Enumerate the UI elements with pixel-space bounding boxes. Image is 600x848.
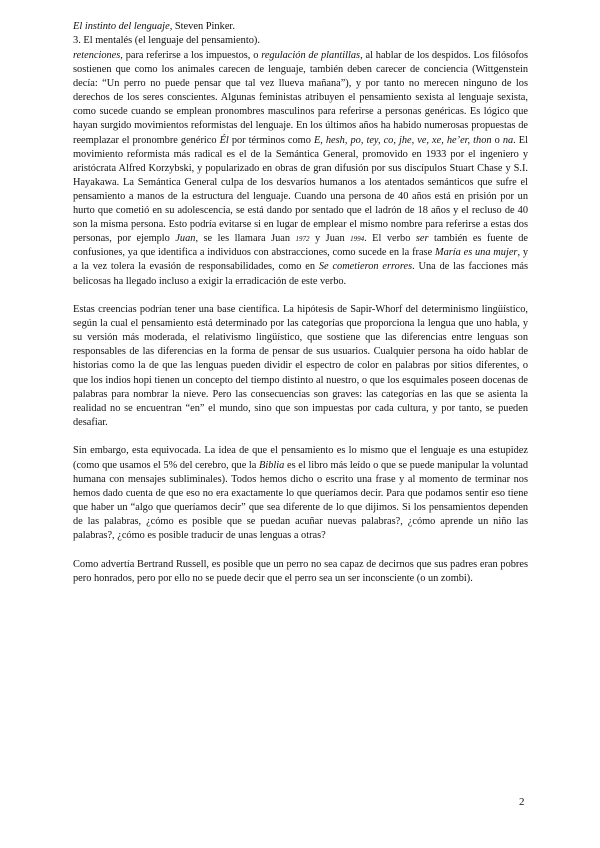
paragraph-2: Estas creencias podrían tener una base científica. La hipótesis de Sapir-Whorf del determinismo lingüístico, según la cual el pensamiento está determinado por las categorías que proporciona la lengua que uno habla, y su versión más moderada, el relativismo lingüístico, que sostiene que las diferencias entre lenguas son responsables de las diferencias en la forma de pensar de sus usuarios. Cualquier persona ha oído hablar de historias como la de que las lenguas pueden dividir el espectro de color en palabras por sitios diferentes, o que los indios hopi tienen un concepto del tiempo distinto al nuestro, o que los esquimales poseen docenas de palabras para nombrar la nieve. Pero las consecuencias son graves: las categorías en las que se asienta la realidad no se encuentran “en” el mundo, sino que son impuestas por cada cultura, y por tanto, se pueden desafiar. — [73, 304, 528, 428]
paragraph-4: Como advertía Bertrand Russell, es posible que un perro no sea capaz de decirnos que sus padres eran pobres pero honrados, pero por ello no se puede decir que el perro sea un ser inconsciente (o un zombi). — [73, 558, 528, 584]
paragraph-1 — [73, 49, 528, 289]
emphasis-maria: María es una mujer — [434, 247, 518, 259]
book-title: El instinto del lenguaje — [73, 21, 170, 32]
paragraph-1-text-i: también es fuente de confusiones, ya que identifica a individuos con abstracciones, como sucede en la frase — [73, 233, 529, 259]
paragraph-1-text-h: . El verbo — [364, 233, 416, 245]
paragraph-1-text-e: . El movimiento reformista más radical es el de la Semántica General, promovido en 1933 por el ingeniero y aristócrata Alfred Korzybski, y popularizado en obras de gran difusión por sus discípulos Stuart Chase y S.I. Hayakawa. La Semántica General culpa de los desvaríos humanos a los atentados semánticos que sufre el pensamiento a manos de la estructura del lenguaje. Cuando una persona de 40 años está en prisión por un hurto que cometió en su adolescencia, se está dando por sentado que el ladrón de 18 años y el recluso de 40 son la misma persona. Esto podría evitarse si en lugar de emplear el mismo nombre para referirse a estas dos personas, por ejemplo — [73, 134, 528, 245]
paragraph-1-text-g: y Juan — [309, 233, 351, 245]
emphasis-regulacion: regulación de plantillas — [261, 50, 361, 61]
paragraph-1-text-f: , se les llamara Juan — [195, 233, 296, 245]
emphasis-na: na — [502, 134, 514, 146]
emphasis-biblia: Biblia — [259, 459, 285, 471]
book-author: , Steven Pinker. — [169, 21, 235, 32]
chapter-title: 3. El mentalés (el lenguaje del pensamiento). — [73, 35, 260, 46]
page-number: 2 — [519, 796, 525, 808]
paragraph-1-text-c: por términos como — [228, 134, 314, 146]
paragraph-1-text-k: . Una de las facciones más belicosas ha llegado incluso a exigir la erradicación de este verbo. — [73, 261, 528, 287]
emphasis-retenciones: retenciones — [73, 50, 121, 61]
subscript-1972: 1972 — [295, 235, 310, 244]
emphasis-errores: Se cometieron errores — [318, 261, 413, 273]
paragraph-1-text-j: , y a la vez tolera la evasión de responsabilidades, como en — [73, 247, 528, 273]
paragraph-1-text-b: , al hablar de los despidos. Los filósofos sostienen que como los animales carecen de lenguaje, también deben carecer de conciencia (Wittgenstein decía: “Un perro no puede pensar que tal vez llueva mañana”), y por tanto no merecen ninguno de los derechos de los seres conscientes. Algunas feministas atribuyen el pensamiento sexista al lenguaje sexista, como sucede cuando se emplean pronombres masculinos para referirse a personas genéricas. Es lógico que hayan surgido movimientos reformistas del lenguaje. En los últimos años ha habido numerosas propuestas de reemplazar el pronombre genérico — [73, 50, 529, 146]
emphasis-ser: ser — [415, 233, 429, 245]
page-body — [73, 49, 528, 600]
emphasis-el: Él — [219, 134, 229, 146]
paragraph-3-text-b: es el libro más leído o que se puede manipular la voluntad humana con mensajes subliminales). Todos hemos dicho o escrito una frase y al momento de terminar nos hemos dado cuenta de que eso no era exactamente lo que queríamos decir. Para que podamos sentir eso tiene que haber un “algo que queríamos decir” que sea diferente de lo que dijimos. Si los pensamientos dependen de las palabras, ¿cómo es posible que se puedan acuñar nuevas palabras?, ¿cómo aprende un niño las palabras?, ¿cómo es posible traducir de unas lenguas a otras? — [73, 459, 529, 541]
paragraph-1-text-d: o — [491, 134, 503, 146]
paragraph-3 — [73, 444, 528, 543]
paragraph-3-text-a: Sin embargo, esta equivocada. La idea de que el pensamiento es lo mismo que el lenguaje es una estupidez (como que usamos el 5% del cerebro, que la — [73, 445, 528, 471]
emphasis-pronouns: E, hesh, po, tey, co, jhe, ve, xe, he’er, thon — [313, 134, 492, 146]
header-title-line — [73, 20, 533, 34]
subscript-1994: 1994 — [350, 235, 365, 244]
page-header — [73, 20, 533, 48]
paragraph-1-text-a: , para referirse a los impuestos, o — [120, 50, 262, 61]
emphasis-juan: Juan — [175, 233, 196, 245]
